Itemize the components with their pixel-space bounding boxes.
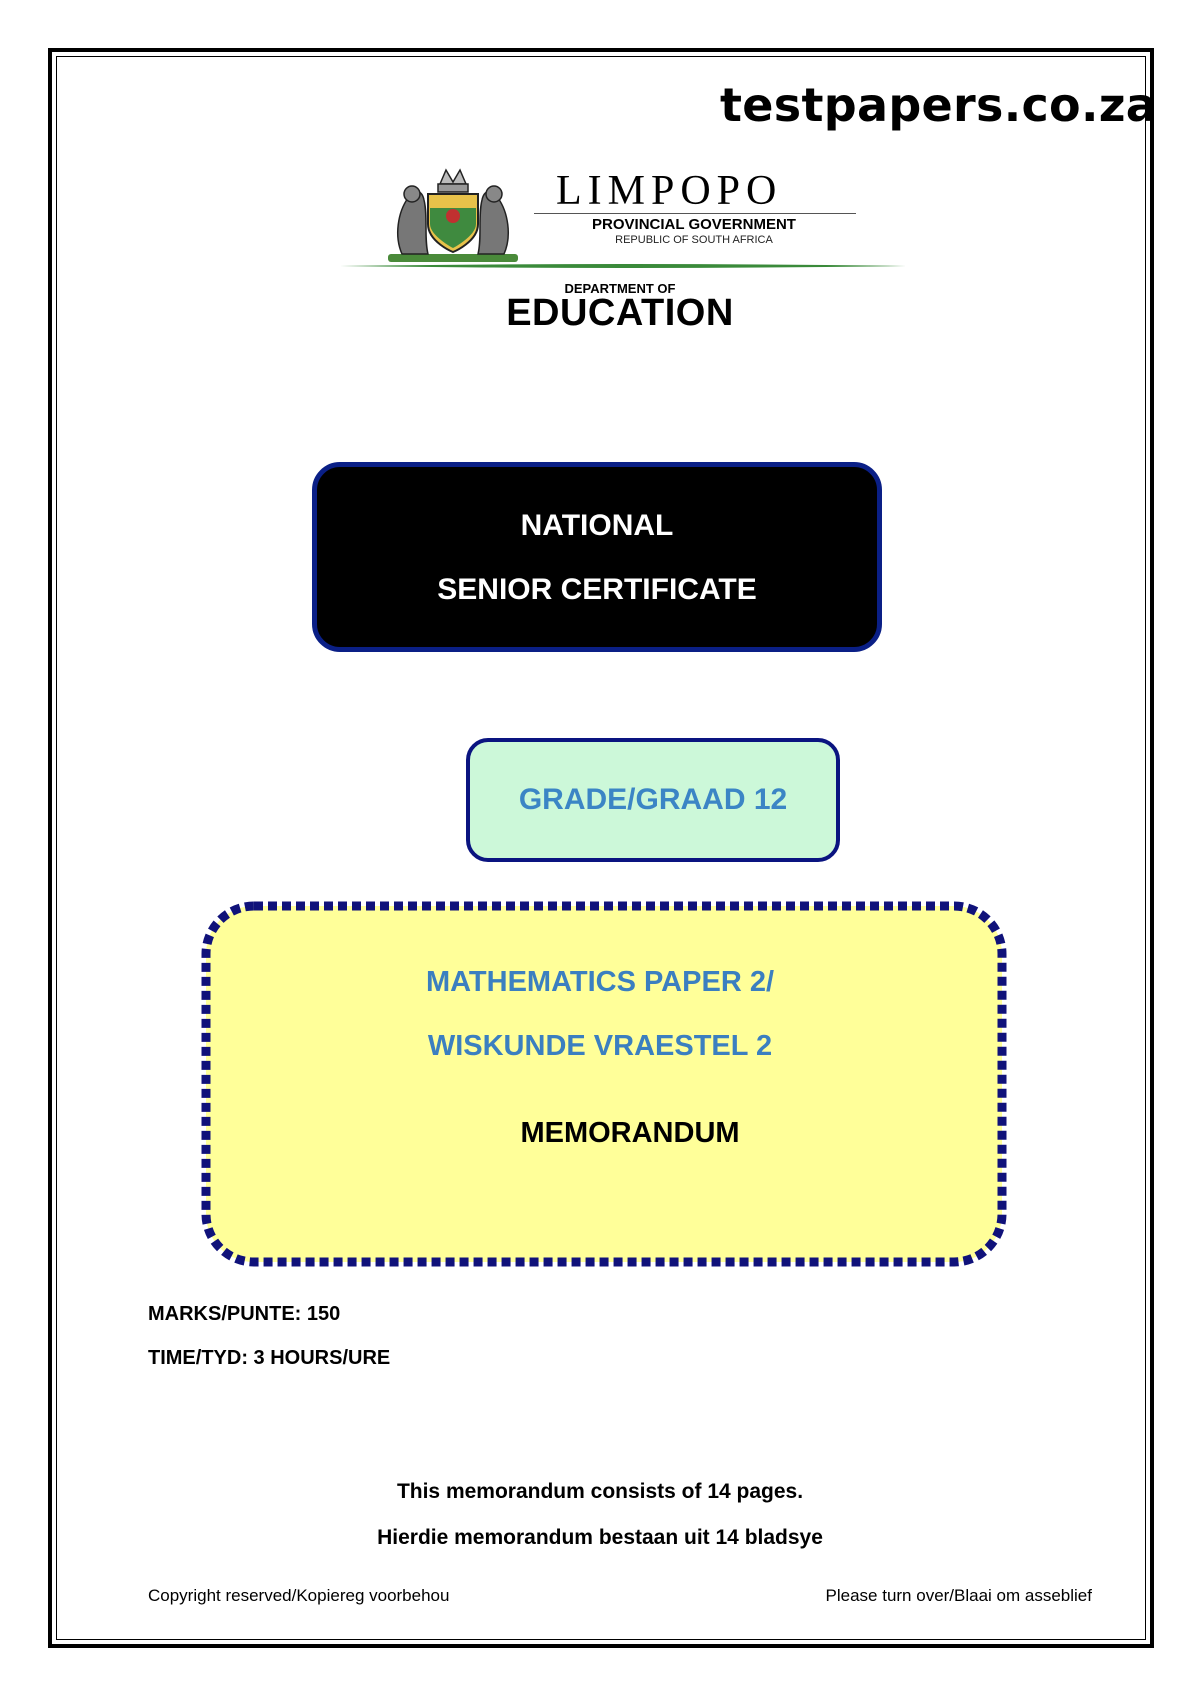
time-label: TIME/TYD: 3 HOURS/URE <box>148 1347 391 1369</box>
memorandum-label: MEMORANDUM <box>520 1117 740 1149</box>
page-count-afrikaans: Hierdie memorandum bestaan uit 14 bladsye <box>377 1526 823 1549</box>
subject-line1: MATHEMATICS PAPER 2/ <box>425 966 774 998</box>
coat-of-arms-icon <box>388 164 518 266</box>
country-label: REPUBLIC OF SOUTH AFRICA <box>615 234 773 246</box>
province-name: LIMPOPO <box>556 168 783 214</box>
department-of-label: DEPARTMENT OF <box>564 281 676 296</box>
site-watermark: testpapers.co.za <box>720 78 1158 132</box>
certificate-title-line1: NATIONAL <box>520 509 674 542</box>
certificate-title-box <box>312 462 882 652</box>
grade-box: GRADE/GRAAD 12 <box>466 738 840 862</box>
provincial-government-label: PROVINCIAL GOVERNMENT <box>592 216 796 233</box>
subject-box <box>196 896 1012 1272</box>
department-name: EDUCATION <box>506 292 734 334</box>
logo-divider <box>534 213 856 214</box>
turn-over-notice: Please turn over/Blaai om asseblief <box>825 1586 1092 1605</box>
marks-label: MARKS/PUNTE: 150 <box>148 1303 341 1325</box>
subject-line2: WISKUNDE VRAESTEL 2 <box>427 1030 773 1062</box>
green-rule <box>340 263 906 269</box>
certificate-title-line2: SENIOR CERTIFICATE <box>437 573 757 606</box>
copyright-notice: Copyright reserved/Kopiereg voorbehou <box>148 1586 450 1605</box>
page-count-english: This memorandum consists of 14 pages. <box>396 1480 804 1503</box>
